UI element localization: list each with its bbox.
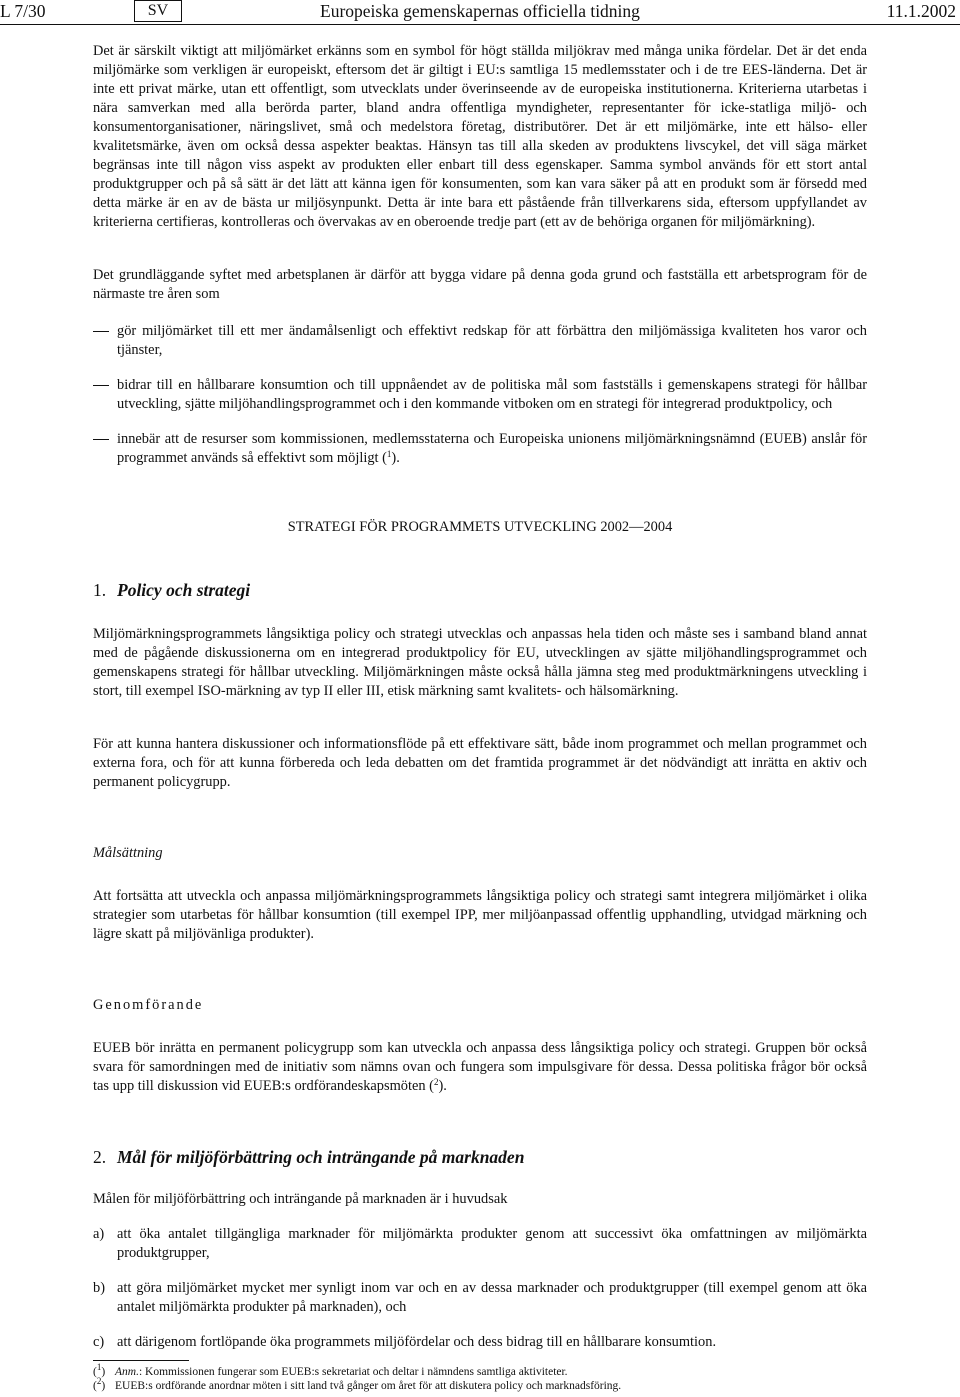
journal-title: Europeiska gemenskapernas officiella tidning — [320, 1, 640, 21]
list-marker: a) — [93, 1226, 105, 1242]
publication-date: 11.1.2002 — [886, 1, 956, 21]
list-marker: b) — [93, 1280, 105, 1296]
page-number: L 7/30 — [0, 1, 46, 21]
dash-item: bidrar till en hållbarare konsumtion och till uppnåendet av de politiska mål som fastställs i gemenskapens strategi för hållbar utveckling, sjätte miljöhandlingsprogrammet och i den kommande vitboken om en strategi för integrerad produktpolicy, och — [117, 377, 867, 412]
list-item: b) att göra miljömärket mycket mer synligt inom var och en av dessa marknader och produktgrupper (till exempel genom att öka antalet miljömärkta produkter på marknaden), och — [93, 1280, 867, 1315]
strategy-heading: STRATEGI FÖR PROGRAMMETS UTVECKLING 2002—2004 — [287, 519, 673, 535]
intro-paragraph-1: Det är särskilt viktigt att miljömärket erkänns som en symbol för högt ställda miljökrav med många unika fördelar. Det är det enda miljömärke som verkligen är europeiskt, eftersom det är giltigt i EU:s samtliga 15 medlemsstater och i de tre EES-länderna. Det är inte ett privat märke, utan ett offentligt, som utvecklats under överinseende av de europeiska institutionerna. Kriterierna utarbetas i nära samverkan med alla berörda parter, bland andra offentliga myndigheter, representanter för icke-statliga miljö- och konsumentorganisationer, näringslivet, små och medelstora företag, distributörer. Det är ett miljömärke, inte ett hälso- eller kvalitetsmärke, även om också dessa aspekter beaktas. Hänsyn tas till alla skeden av produktens livscykel, det vill säga märket begränsas inte till någon viss aspekt av produkten eller enbart till dess egenskaper. Samma symbol används för ett stort antal produktgrupper och på så sätt är det lätt att känna igen för konsumenten, som kan vara säker på att en produkt som är försedd med detta märke är en av de bästa ur miljösynpunkt. Detta är inte bara ett påstående från tillverkarens sida, eftersom uppfyllandet av kriterierna certifieras, kontrolleras och övervakas av en oberoende tredje part (ett av de behöriga organen för miljömärkning). — [93, 43, 867, 230]
dash-item: innebär att de resurser som kommissionen, medlemsstaterna och Europeiska unionens miljömärkningsnämnd (EUEB) anslår för programmet används så effektivt som möjligt ($^1$). — [117, 431, 867, 466]
lettered-list — [93, 1225, 867, 1352]
section-number: 1. — [93, 580, 107, 600]
page-header — [0, 0, 960, 26]
section-1-paragraph-1: Miljömärkningsprogrammets långsiktiga policy och strategi utvecklas och anpassas hela tiden och måste ses i samband bland annat med de pågående diskussionerna om en integrerad produktpolicy för EU, utvecklingen av sjätte miljöhandlingsprogrammet och gemenskapens strategi för hållbar utveckling. Miljömärkningen måste också hålla jämna steg med produktmärkningens utveckling i stort, till exempel ISO-märkning av typ II eller III, etisk märkning samt kvalitets- och hälsomärkning. — [93, 626, 867, 699]
footnotes — [93, 1362, 867, 1393]
section-1-heading — [93, 579, 867, 601]
section-1-paragraph-2: För att kunna hantera diskussioner och informationsflöde på ett effektivare sätt, både inom programmet och mellan programmet och externa fora, och för att kunna förbereda och leda debatten om det framtida programmet är det nödvändigt att inrätta en aktiv och permanent policygrupp. — [93, 736, 867, 790]
section-title: Mål för miljöförbättring och inträngande på marknaden — [117, 1147, 525, 1167]
section-2-heading — [93, 1146, 867, 1168]
main-content — [93, 42, 867, 1352]
list-item: a) att öka antalet tillgängliga marknader för miljömärkta produkter genom att successivt öka omfattningen av miljömärkta produktgrupper, — [93, 1226, 867, 1261]
subheading-genomforande: Genomförande — [93, 997, 204, 1013]
footnote-rule — [93, 1360, 189, 1361]
subheading-malsattning: Målsättning — [93, 845, 163, 861]
language-badge: SV — [134, 0, 182, 22]
footnote-1: ($^1$) Anm.: Kommissionen fungerar som EUEB:s sekretariat och deltar i nämndens samtliga aktiviteter. — [93, 1362, 568, 1378]
list-marker: c) — [93, 1334, 105, 1350]
dash-list — [93, 322, 867, 468]
section-2-intro: Målen för miljöförbättring och inträngande på marknaden är i huvudsak — [93, 1191, 508, 1207]
footnote-ref: 1 — [386, 449, 392, 459]
section-1-paragraph-4: EUEB bör inrätta en permanent policygrupp som kan utveckla och anpassa dess långsiktiga policy och strategi. Gruppen bör också svara för samordningen med de initiativ som nämns ovan och fungera som impulsgivare för dessa. Dessa politiska frågor bör också tas upp till diskussion vid EUEB:s ordförandeskapsmöten ($^2$). — [93, 1040, 867, 1094]
section-number: 2. — [93, 1147, 107, 1167]
header-rule — [0, 24, 960, 25]
section-title: Policy och strategi — [117, 580, 251, 600]
footnote-2: ($^2$) EUEB:s ordförande anordnar möten i sitt land två gånger om året för att diskutera policy och marknadsföring. — [93, 1376, 622, 1392]
intro-paragraph-2: Det grundläggande syftet med arbetsplanen är därför att bygga vidare på denna goda grund och fastställa ett arbetsprogram för de närmaste tre åren som — [93, 267, 867, 302]
section-1-paragraph-3: Att fortsätta att utveckla och anpassa miljömärkningsprogrammets långsiktiga policy och strategi samt integrera miljömärket i olika strategier som utarbetas för hållbar konsumtion (till exempel IPP, mer miljöanpassad offentlig upphandling, utvidgad märkning och lägre skatt på miljövänliga produkter). — [93, 888, 867, 942]
footnote-ref: 2 — [433, 1077, 439, 1087]
dash-item: gör miljömärket till ett mer ändamålsenligt och effektivt redskap för att förbättra den miljömässiga kvaliteten hos varor och tjänster, — [117, 323, 867, 358]
list-item: c) att därigenom fortlöpande öka programmets miljöfördelar och dess bidrag till en hållbarare konsumtion. — [93, 1334, 717, 1350]
